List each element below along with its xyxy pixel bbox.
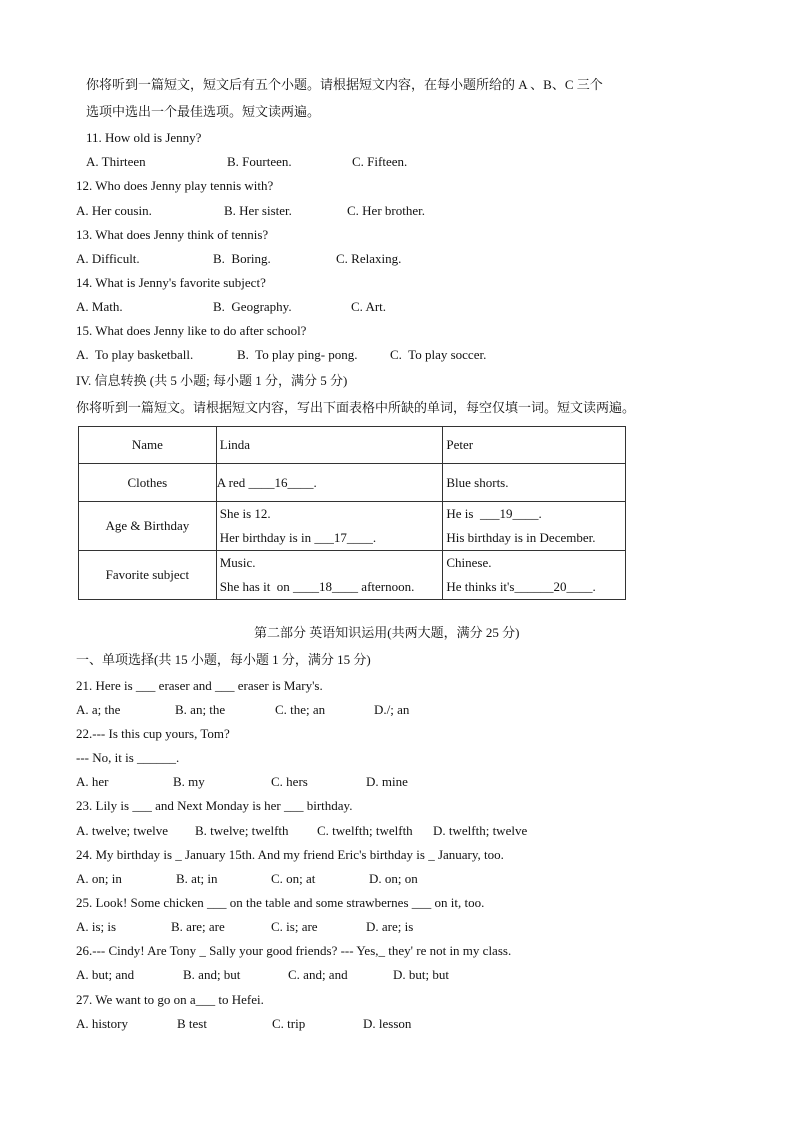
question-25: 25. Look! Some chicken ___ on the table and some strawbernes ___ on it, too. — [76, 895, 485, 910]
table-cell-linda-clothes: A red ____16____. — [216, 464, 443, 502]
question-12: 12. Who does Jenny play tennis with? — [76, 178, 274, 193]
section-4-heading: IV. 信息转换 (共 5 小题; 每小题 1 分，满分 5 分) — [76, 373, 348, 388]
question-22-answer-line: --- No, it is ______. — [76, 750, 180, 765]
option-15-a: A. To play basketball. — [76, 347, 194, 362]
peter-age-text: He is ___19____. — [446, 506, 542, 521]
question-24: 24. My birthday is _ January 15th. And my friend Eric's birthday is _ January, too. — [76, 847, 504, 862]
option-24-b: B. at; in — [176, 871, 218, 886]
option-24-a: A. on; in — [76, 871, 122, 886]
option-26-b: B. and; but — [183, 967, 241, 982]
option-11-c: C. Fifteen. — [352, 154, 408, 169]
option-25-a: A. is; is — [76, 919, 117, 934]
option-25-c: C. is; are — [271, 919, 318, 934]
option-13-b: B. Boring. — [213, 251, 271, 266]
option-13-c: C. Relaxing. — [336, 251, 402, 266]
part-2-heading: 第二部分 英语知识运用(共两大题，满分 25 分) — [254, 625, 520, 640]
question-26: 26.--- Cindy! Are Tony _ Sally your good friends? --- Yes,_ they' re not in my class. — [76, 943, 512, 958]
question-11: 11. How old is Jenny? — [86, 130, 202, 145]
option-23-c: C. twelfth; twelfth — [317, 823, 413, 838]
option-23-d: D. twelfth; twelve — [433, 823, 528, 838]
option-26-a: A. but; and — [76, 967, 135, 982]
info-table — [78, 426, 626, 600]
option-11-b: B. Fourteen. — [227, 154, 292, 169]
table-cell-linda-age — [216, 502, 443, 551]
question-14: 14. What is Jenny's favorite subject? — [76, 275, 266, 290]
option-22-d: D. mine — [366, 774, 408, 789]
linda-subject-text: Music. — [219, 555, 256, 570]
option-14-b: B. Geography. — [213, 299, 292, 314]
question-22: 22.--- Is this cup yours, Tom? — [76, 726, 230, 741]
option-27-b: B test — [177, 1016, 207, 1031]
table-cell-peter-clothes: Blue shorts. — [443, 464, 626, 502]
option-23-a: A. twelve; twelve — [76, 823, 169, 838]
option-22-a: A. her — [76, 774, 109, 789]
option-21-c: C. the; an — [275, 702, 326, 717]
listening-intro-line-1: 你将听到一篇短文，短文后有五个小题。请根据短文内容，在每小题所给的 A 、B、C 三个 — [86, 77, 603, 92]
table-row — [79, 427, 626, 464]
listening-intro-line-2: 选项中选出一个最佳选项。短文读两遍。 — [86, 104, 321, 119]
question-23: 23. Lily is ___ and Next Monday is her ___ birthday. — [76, 798, 353, 813]
option-11-a: A. Thirteen — [86, 154, 146, 169]
option-12-b: B. Her sister. — [224, 203, 292, 218]
option-24-d: D. on; on — [369, 871, 418, 886]
option-23-b: B. twelve; twelfth — [195, 823, 289, 838]
option-12-c: C. Her brother. — [347, 203, 425, 218]
option-12-a: A. Her cousin. — [76, 203, 152, 218]
option-21-d: D./; an — [374, 702, 410, 717]
table-cell-peter-subject — [443, 551, 626, 600]
question-27: 27. We want to go on a___ to Hefei. — [76, 992, 264, 1007]
question-13: 13. What does Jenny think of tennis? — [76, 227, 269, 242]
part-2-subheading: 一、单项选择(共 15 小题，每小题 1 分，满分 15 分) — [76, 652, 371, 667]
option-21-b: B. an; the — [175, 702, 226, 717]
option-27-c: C. trip — [272, 1016, 306, 1031]
peter-subject-text: Chinese. — [446, 555, 492, 570]
question-15: 15. What does Jenny like to do after school? — [76, 323, 307, 338]
question-21: 21. Here is ___ eraser and ___ eraser is Mary's. — [76, 678, 323, 693]
table-header-age-birthday: Age & Birthday — [79, 502, 217, 551]
option-27-d: D. lesson — [363, 1016, 412, 1031]
table-row — [79, 502, 626, 551]
table-cell-peter-age — [443, 502, 626, 551]
peter-subject-opinion-text: He thinks it's______20____. — [446, 579, 596, 594]
option-26-d: D. but; but — [393, 967, 449, 982]
option-26-c: C. and; and — [288, 967, 348, 982]
table-row — [79, 464, 626, 502]
section-4-instruction: 你将听到一篇短文。请根据短文内容，写出下面表格中所缺的单词，每空仅填一词。短文读两遍。 — [76, 400, 636, 415]
peter-birthday-text: His birthday is in December. — [446, 530, 596, 545]
option-22-c: C. hers — [271, 774, 308, 789]
table-header-clothes: Clothes — [79, 464, 217, 502]
table-header-name: Name — [79, 427, 217, 464]
table-cell-linda: Linda — [216, 427, 443, 464]
linda-age-text: She is 12. — [219, 506, 271, 521]
linda-birthday-text: Her birthday is in ___17____. — [219, 530, 377, 545]
option-21-a: A. a; the — [76, 702, 121, 717]
option-22-b: B. my — [173, 774, 205, 789]
option-27-a: A. history — [76, 1016, 128, 1031]
linda-subject-time-text: She has it on ____18____ afternoon. — [219, 579, 415, 594]
option-14-c: C. Art. — [351, 299, 387, 314]
table-cell-peter: Peter — [443, 427, 626, 464]
option-15-c: C. To play soccer. — [390, 347, 487, 362]
option-15-b: B. To play ping- pong. — [237, 347, 358, 362]
option-13-a: A. Difficult. — [76, 251, 140, 266]
table-header-favorite-subject: Favorite subject — [79, 551, 217, 600]
table-row — [79, 551, 626, 600]
option-25-d: D. are; is — [366, 919, 414, 934]
option-14-a: A. Math. — [76, 299, 123, 314]
table-cell-linda-subject — [216, 551, 443, 600]
option-24-c: C. on; at — [271, 871, 316, 886]
option-25-b: B. are; are — [171, 919, 225, 934]
